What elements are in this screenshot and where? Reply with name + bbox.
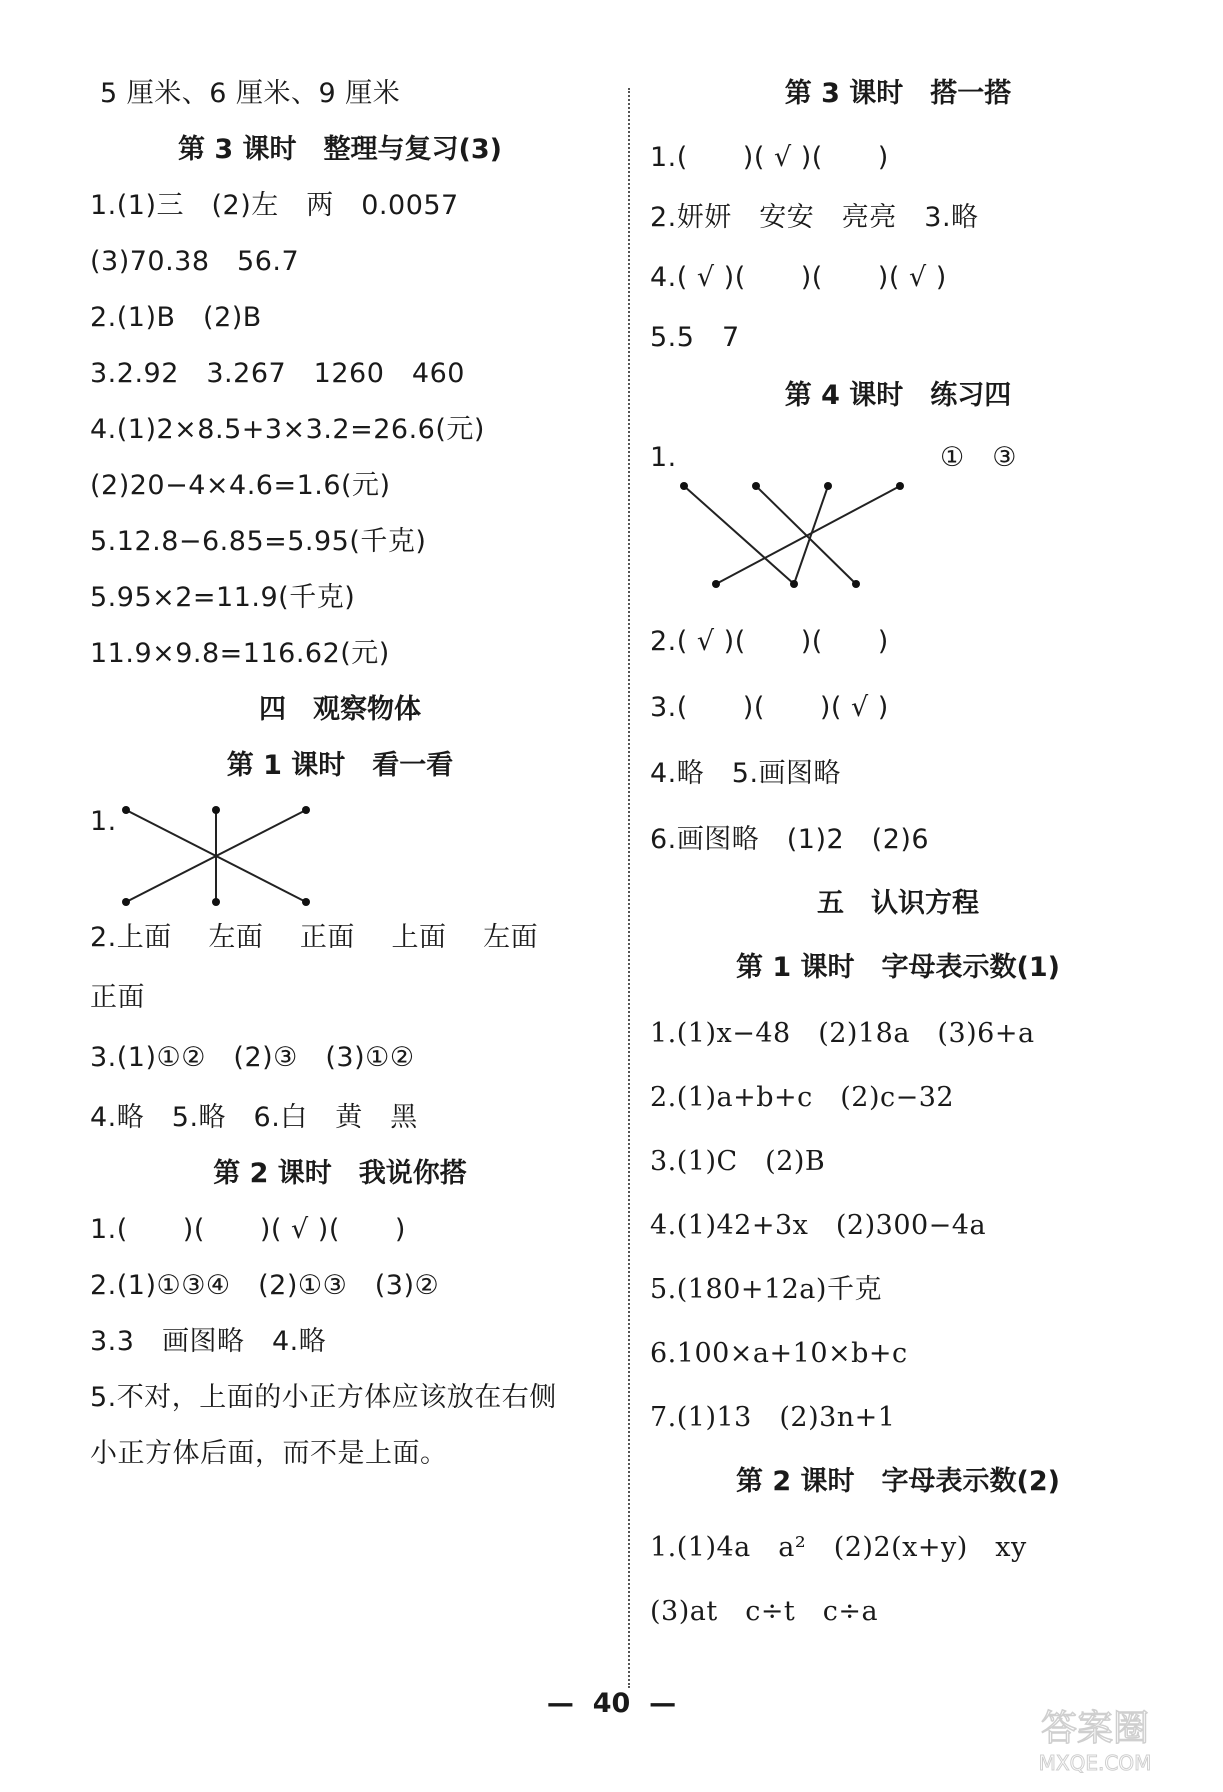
left-line-20: 小正方体后面，而不是上面。 xyxy=(90,1438,448,1469)
left-line-06: 4.(1)2×8.5+3×3.2=26.6(元) xyxy=(90,414,485,445)
matching-figure-lesson4 xyxy=(676,472,916,602)
left-line-09: 5.95×2=11.9(千克) xyxy=(90,582,356,613)
left-line-02: 1.(1)三 (2)左 两 0.0057 xyxy=(90,190,459,221)
right-line-10: 1.(1)x−48 (2)18a (3)6+a xyxy=(650,1018,1035,1049)
right-line-18: (3)at c÷t c÷a xyxy=(650,1596,879,1627)
left-unit-heading: 四 观察物体 xyxy=(259,694,421,725)
right-line-05: 1. xyxy=(650,442,677,473)
right-line-02: 2.妍妍 安安 亮亮 3.略 xyxy=(650,202,979,233)
right-line-11: 2.(1)a+b+c (2)c−32 xyxy=(650,1082,955,1113)
right-line-14: 5.(180+12a)千克 xyxy=(650,1274,882,1305)
right-line-15: 6.100×a+10×b+c xyxy=(650,1338,908,1369)
left-line-10: 11.9×9.8=116.62(元) xyxy=(90,638,390,669)
right-line-13: 4.(1)42+3x (2)300−4a xyxy=(650,1210,987,1241)
right-line-16: 7.(1)13 (2)3n+1 xyxy=(650,1402,896,1433)
page-number: — 40 — xyxy=(546,1688,677,1719)
left-line-12: 2.上面 左面 正面 上面 左面 xyxy=(90,922,539,953)
left-line-15: 4.略 5.略 6.白 黄 黑 xyxy=(90,1102,418,1133)
right-line-04: 5.5 7 xyxy=(650,322,740,353)
left-line-11: 1. xyxy=(90,806,117,837)
right-heading-lesson4: 第 4 课时 练习四 xyxy=(784,380,1012,411)
right-line-17: 1.(1)4a a² (2)2(x+y) xy xyxy=(650,1532,1027,1563)
watermark-logo xyxy=(995,1698,1195,1778)
left-heading-lesson2: 第 2 课时 我说你搭 xyxy=(213,1158,467,1189)
right-unit-heading: 五 认识方程 xyxy=(817,888,979,919)
left-heading-lesson3-review: 第 3 课时 整理与复习(3) xyxy=(177,134,503,165)
left-line-17: 2.(1)①③④ (2)①③ (3)② xyxy=(90,1270,440,1301)
right-line-05-answers: ① ③ xyxy=(940,442,1017,473)
left-line-14: 3.(1)①② (2)③ (3)①② xyxy=(90,1042,415,1073)
right-line-03: 4.( √ )( )( )( √ ) xyxy=(650,262,947,293)
left-line-13: 正面 xyxy=(90,982,145,1013)
left-line-05: 3.2.92 3.267 1260 460 xyxy=(90,358,465,389)
left-line-18: 3.3 画图略 4.略 xyxy=(90,1326,327,1357)
left-line-07: (2)20−4×4.6=1.6(元) xyxy=(90,470,391,501)
left-line-01: 5 厘米、6 厘米、9 厘米 xyxy=(100,78,401,109)
right-line-12: 3.(1)C (2)B xyxy=(650,1146,826,1177)
left-line-19: 5.不对，上面的小正方体应该放在右侧 xyxy=(90,1382,557,1413)
left-line-16: 1.( )( )( √ )( ) xyxy=(90,1214,406,1245)
right-heading-lesson1: 第 1 课时 字母表示数(1) xyxy=(735,952,1061,983)
matching-figure-lesson1 xyxy=(118,800,318,920)
left-heading-lesson1: 第 1 课时 看一看 xyxy=(226,750,454,781)
left-line-08: 5.12.8−6.85=5.95(千克) xyxy=(90,526,427,557)
column-divider xyxy=(628,88,630,1688)
right-line-09: 6.画图略 (1)2 (2)6 xyxy=(650,824,930,855)
svg-text:答案圈: 答案圈 xyxy=(1040,1708,1150,1749)
right-heading-lesson3: 第 3 课时 搭一搭 xyxy=(784,78,1012,109)
svg-text:MXQE.COM: MXQE.COM xyxy=(1038,1751,1152,1775)
right-line-07: 3.( )( )( √ ) xyxy=(650,692,889,723)
right-line-06: 2.( √ )( )( ) xyxy=(650,626,889,657)
left-line-04: 2.(1)B (2)B xyxy=(90,302,262,333)
right-line-01: 1.( )( √ )( ) xyxy=(650,142,889,173)
right-heading-lesson2: 第 2 课时 字母表示数(2) xyxy=(735,1466,1061,1497)
right-line-08: 4.略 5.画图略 xyxy=(650,758,842,789)
left-line-03: (3)70.38 56.7 xyxy=(90,246,300,277)
